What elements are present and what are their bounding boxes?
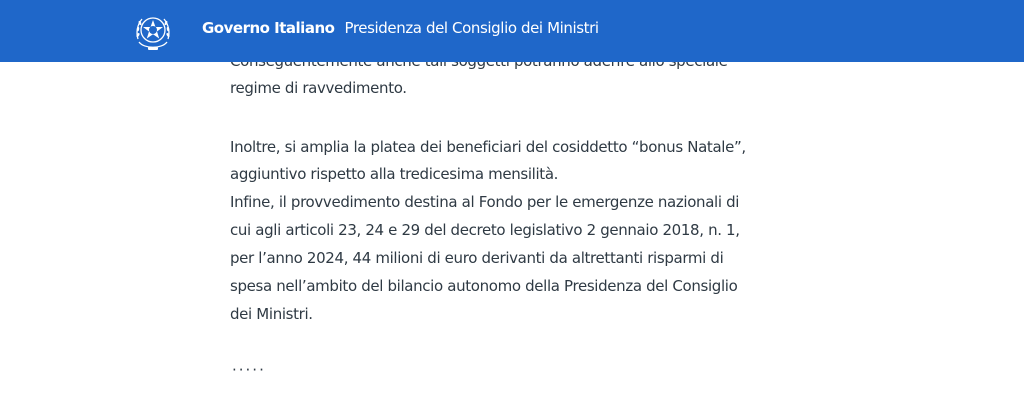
article-line: cui agli articoli 23, 24 e 29 del decreto legislativo 2 gennaio 2018, n. 1, (230, 221, 740, 239)
brand-title[interactable] (202, 19, 599, 37)
more-indicator: ····· (232, 361, 266, 379)
brand-primary[interactable]: Governo Italiano (202, 19, 335, 37)
top-header-bar (0, 0, 1024, 62)
article-line: Infine, il provvedimento destina al Fondo per le emergenze nazionali di (230, 193, 740, 211)
article-line: aggiuntivo rispetto alla tredicesima mensilità. (230, 165, 559, 183)
article-line: spesa nell’ambito del bilancio autonomo della Presidenza del Consiglio (230, 277, 738, 295)
article-line: per l’anno 2024, 44 milioni di euro derivanti da altrettanti risparmi di (230, 249, 724, 267)
emblem-italian-republic-icon[interactable] (130, 9, 176, 55)
article-line: dei Ministri. (230, 305, 313, 323)
brand-secondary[interactable]: Presidenza del Consiglio dei Ministri (344, 19, 599, 37)
article-line: Inoltre, si amplia la platea dei beneficiari del cosiddetto “bonus Natale”, (230, 138, 746, 156)
article-line: regime di ravvedimento. (230, 79, 407, 97)
